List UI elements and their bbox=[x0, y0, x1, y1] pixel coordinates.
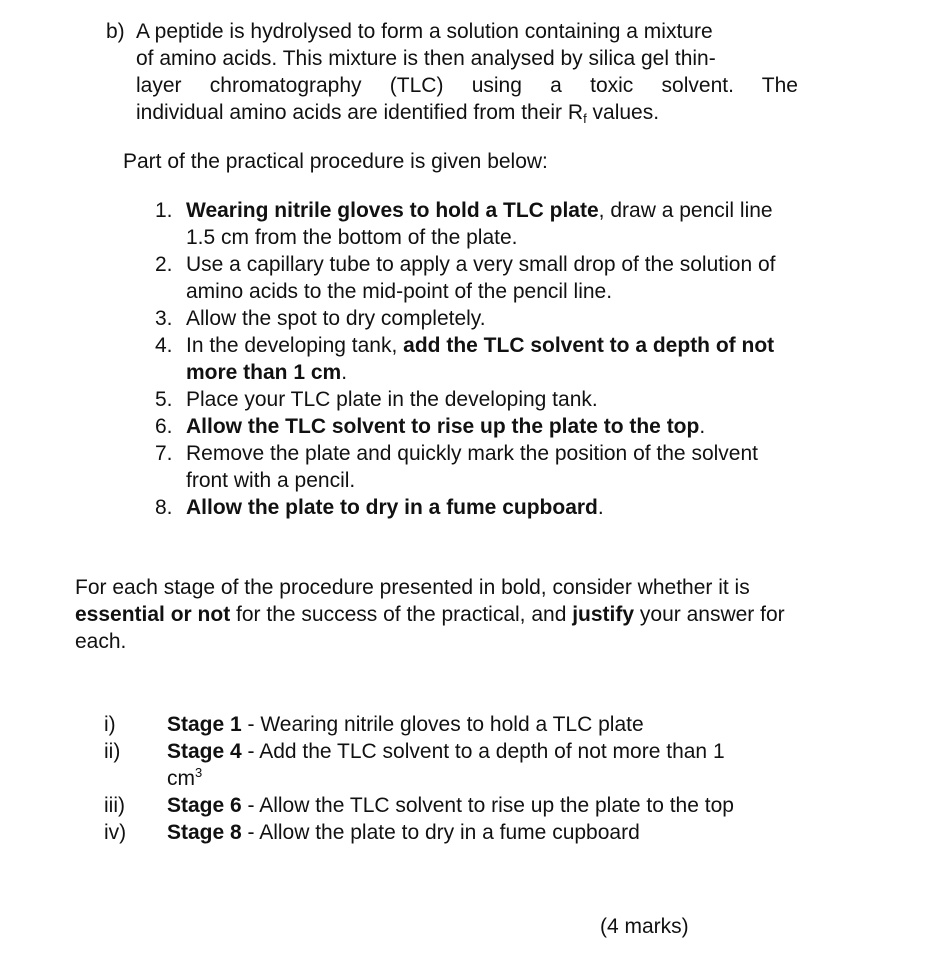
roman-numeral: iv) bbox=[104, 821, 127, 844]
step-bold: Allow the plate to dry in a fume cupboard bbox=[186, 496, 598, 519]
stage-text: - Allow the TLC solvent to rise up the plate to the top bbox=[241, 794, 734, 817]
step-number: 5. bbox=[155, 388, 173, 411]
step-bold: Wearing nitrile gloves to hold a TLC plate bbox=[186, 199, 599, 222]
procedure-heading: Part of the practical procedure is given below: bbox=[123, 150, 548, 173]
stage-text: - Wearing nitrile gloves to hold a TLC plate bbox=[241, 713, 644, 736]
rf-subscript: f bbox=[583, 111, 587, 126]
intro-line-4-end: values. bbox=[586, 101, 660, 124]
step-number: 3. bbox=[155, 307, 173, 330]
step-4 bbox=[155, 332, 795, 386]
step-text: , draw a pencil line 1.5 cm from the bottom of the plate. bbox=[186, 199, 773, 249]
roman-numeral: i) bbox=[104, 713, 116, 736]
sub-question-4 bbox=[104, 819, 764, 846]
intro-line-4 bbox=[136, 99, 798, 126]
step-text: . bbox=[597, 496, 604, 519]
question-text: your answer for each. bbox=[75, 603, 785, 653]
question-bold: essential or not bbox=[75, 603, 231, 626]
intro-paragraph bbox=[136, 18, 798, 126]
stage-label: Stage 4 bbox=[167, 740, 242, 763]
superscript: 3 bbox=[195, 765, 203, 780]
step-7 bbox=[155, 440, 795, 494]
step-number: 7. bbox=[155, 442, 173, 465]
stage-text: - Allow the plate to dry in a fume cupboard bbox=[241, 821, 640, 844]
intro-line-4-text: individual amino acids are identified from their R bbox=[136, 101, 584, 124]
marks-label: (4 marks) bbox=[600, 915, 689, 938]
stage-label: Stage 6 bbox=[167, 794, 242, 817]
step-5 bbox=[155, 386, 795, 413]
question-instructions bbox=[75, 574, 805, 655]
question-text: for the success of the practical, and bbox=[230, 603, 573, 626]
step-6 bbox=[155, 413, 795, 440]
part-label: b) bbox=[106, 20, 125, 43]
step-number: 1. bbox=[155, 199, 173, 222]
step-number: 2. bbox=[155, 253, 173, 276]
roman-numeral: ii) bbox=[104, 740, 121, 763]
procedure-steps bbox=[155, 197, 795, 521]
step-2 bbox=[155, 251, 795, 305]
intro-line-3: layer chromatography (TLC) using a toxic solvent. The bbox=[136, 74, 798, 97]
step-text: Remove the plate and quickly mark the position of the solvent front with a pencil. bbox=[186, 442, 758, 492]
step-text: . bbox=[341, 361, 348, 384]
roman-numeral: iii) bbox=[104, 794, 125, 817]
step-number: 8. bbox=[155, 496, 173, 519]
step-text: . bbox=[699, 415, 706, 438]
intro-line-1: A peptide is hydrolysed to form a solution containing a mixture bbox=[136, 20, 713, 43]
sub-question-2 bbox=[104, 738, 764, 792]
step-8 bbox=[155, 494, 795, 521]
step-text: Use a capillary tube to apply a very small drop of the solution of amino acids to the mid-point of the pencil line. bbox=[186, 253, 776, 303]
stage-label: Stage 8 bbox=[167, 821, 242, 844]
question-text: For each stage of the procedure presented in bold, consider whether it is bbox=[75, 576, 750, 599]
stage-text: - Add the TLC solvent to a depth of not more than 1 cm bbox=[167, 740, 725, 790]
step-1 bbox=[155, 197, 795, 251]
step-number: 4. bbox=[155, 334, 173, 357]
step-bold: add the TLC solvent to a depth of not more than 1 cm bbox=[186, 334, 775, 384]
step-bold: Allow the TLC solvent to rise up the plate to the top bbox=[186, 415, 700, 438]
step-text: In the developing tank, bbox=[186, 334, 404, 357]
sub-question-3 bbox=[104, 792, 764, 819]
intro-line-2: of amino acids. This mixture is then analysed by silica gel thin- bbox=[136, 47, 716, 70]
step-text: Allow the spot to dry completely. bbox=[186, 307, 486, 330]
step-text: Place your TLC plate in the developing tank. bbox=[186, 388, 598, 411]
stage-label: Stage 1 bbox=[167, 713, 242, 736]
question-bold: justify bbox=[572, 603, 635, 626]
step-3 bbox=[155, 305, 795, 332]
sub-questions bbox=[104, 711, 764, 846]
sub-question-1 bbox=[104, 711, 764, 738]
step-number: 6. bbox=[155, 415, 173, 438]
